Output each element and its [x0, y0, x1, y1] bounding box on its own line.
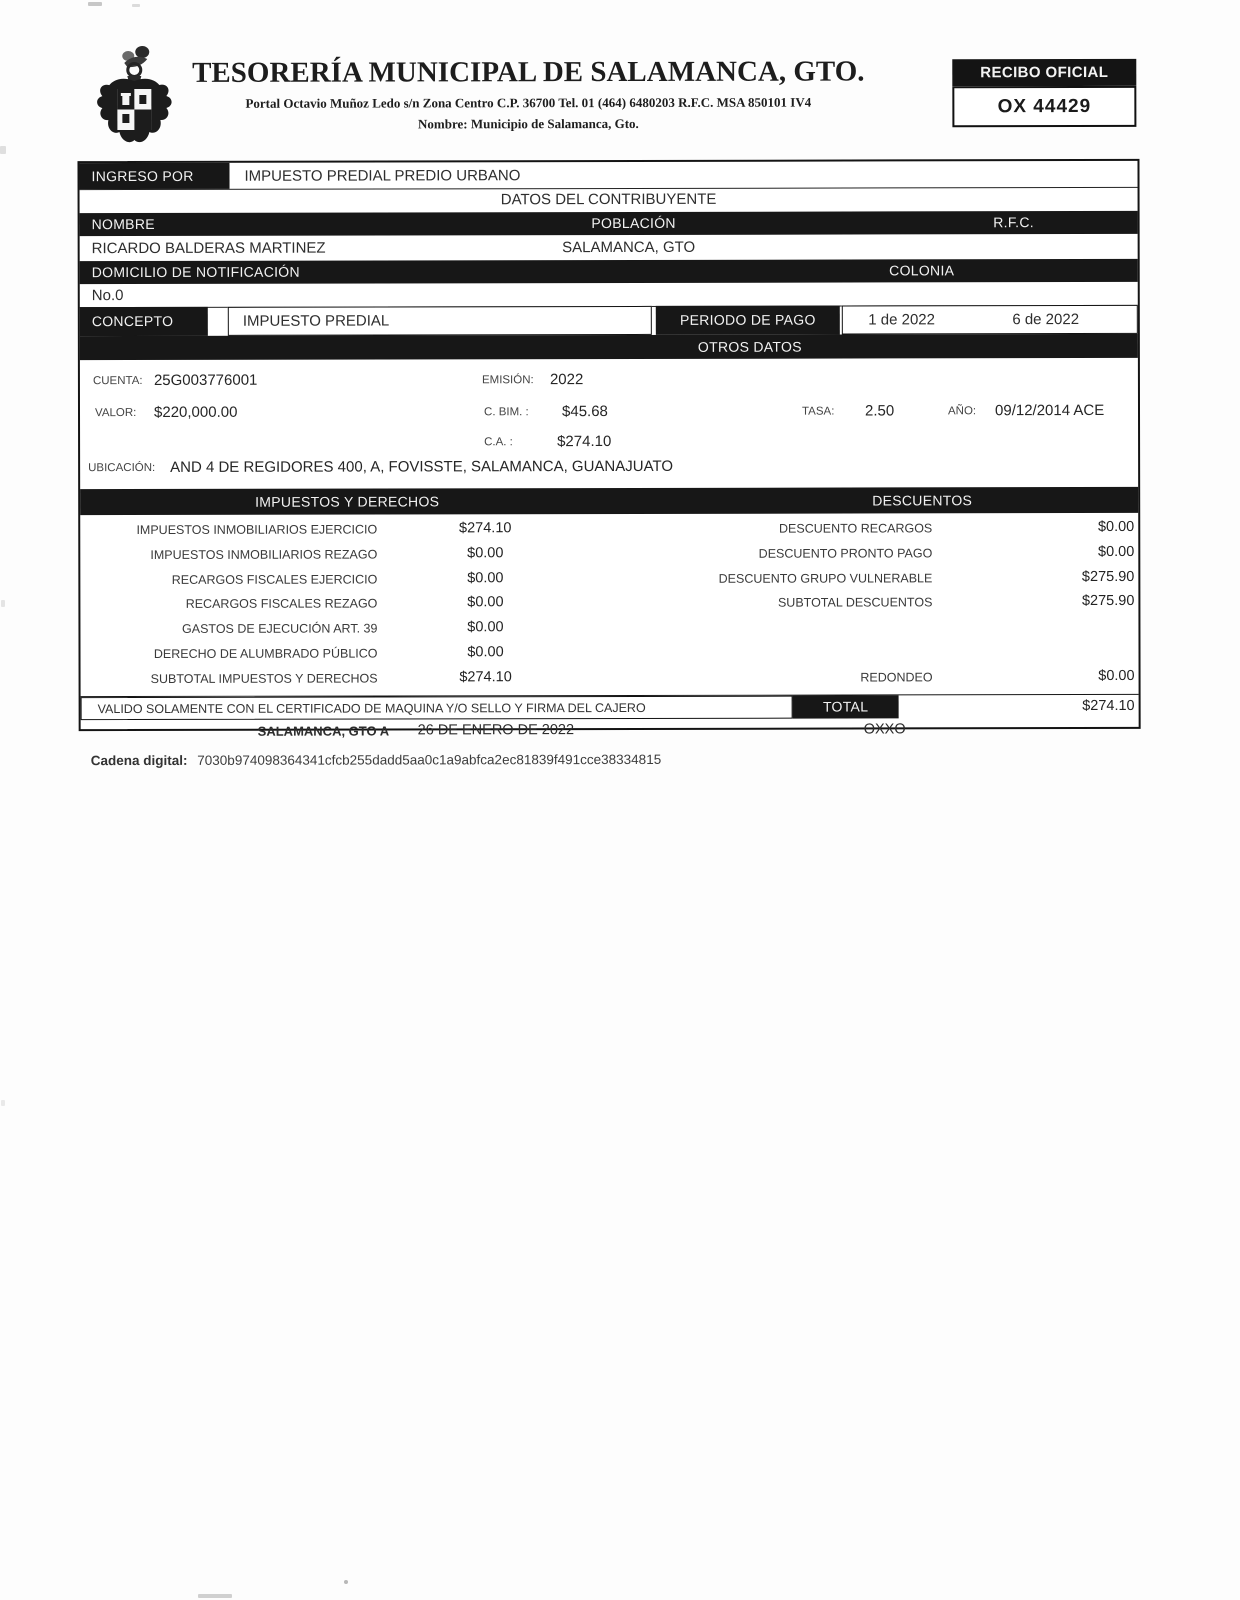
- descuentos-row-label: DESCUENTO PRONTO PAGO: [758, 546, 933, 561]
- row-domicilio-colonia: [80, 259, 1138, 284]
- total-value: $274.10: [1082, 697, 1135, 715]
- impuestos-header: IMPUESTOS Y DERECHOS: [255, 493, 440, 510]
- descuentos-row-value: $0.00: [1097, 518, 1135, 535]
- row-section-headers: [80, 487, 1138, 515]
- anio-label: AÑO:: [947, 405, 977, 418]
- redondeo-value: $0.00: [1098, 667, 1135, 684]
- concepto-label: CONCEPTO: [91, 312, 174, 330]
- descuentos-row-label: DESCUENTO RECARGOS: [778, 521, 933, 536]
- receipt-box-label: RECIBO OFICIAL: [952, 59, 1136, 86]
- ca-value: $274.10: [557, 433, 612, 451]
- ingreso-por-label-box: [79, 163, 229, 189]
- otros-datos-fields: [80, 358, 1138, 489]
- row-values-nombre-poblacion: [80, 234, 1138, 261]
- ingreso-por-value: IMPUESTO PREDIAL PREDIO URBANO: [244, 167, 521, 185]
- concepto-label-box: [80, 307, 208, 336]
- row-total: [81, 694, 1139, 721]
- descuentos-header: DESCUENTOS: [872, 492, 973, 509]
- redondeo-label: REDONDEO: [860, 670, 933, 685]
- row-ingreso-por: [79, 161, 1137, 190]
- header-name-line: Nombre: Municipio de Salamanca, Gto.: [417, 115, 639, 132]
- date-text: 26 DE ENERO DE 2022: [417, 722, 575, 739]
- cbim-label: C. BIM. :: [483, 406, 529, 419]
- poblacion-label: POBLACIÓN: [591, 214, 676, 232]
- anio-value: 09/12/2014 ACE: [994, 401, 1105, 420]
- scan-artifact: [0, 146, 6, 154]
- cadena-digital-value: 7030b974098364341cfcb255dadd5aa0c1a9abfca2ec81839f491cce38334815: [197, 751, 662, 768]
- domicilio-label: DOMICILIO DE NOTIFICACIÓN: [91, 263, 300, 281]
- emision-label: EMISIÓN:: [481, 374, 534, 387]
- row-place-date: [81, 719, 1139, 746]
- periodo-label: PERIODO DE PAGO: [679, 311, 816, 328]
- impuestos-subtotal-label: SUBTOTAL IMPUESTOS Y DERECHOS: [150, 671, 378, 686]
- scan-artifact: [344, 1580, 348, 1584]
- impuestos-row-label: GASTOS DE EJECUCIÓN ART. 39: [182, 621, 378, 636]
- receipt-form-table: [77, 159, 1140, 739]
- descuentos-subtotal-value: $275.90: [1081, 592, 1135, 610]
- impuestos-row-label: RECARGOS FISCALES REZAGO: [185, 596, 378, 611]
- valid-note-box: [81, 696, 793, 720]
- cuenta-value: 25G003776001: [153, 371, 258, 389]
- ingreso-por-label: INGRESO POR: [91, 167, 194, 185]
- concepto-value-box: [228, 306, 652, 336]
- emision-value: 2022: [549, 371, 584, 389]
- otros-datos-label: OTROS DATOS: [697, 338, 802, 355]
- cashier-text: OXXO: [863, 721, 906, 738]
- periodo-to: 6 de 2022: [1012, 311, 1080, 329]
- total-label: TOTAL: [822, 698, 869, 715]
- periodo-label-box: [656, 306, 840, 335]
- colonia-label: COLONIA: [889, 262, 955, 279]
- cuenta-label: CUENTA:: [92, 374, 143, 388]
- nombre-label: NOMBRE: [91, 215, 155, 233]
- tasa-label: TASA:: [801, 405, 835, 418]
- scan-artifact: [198, 1594, 232, 1598]
- scan-artifact: [88, 2, 102, 6]
- official-receipt-box: [952, 59, 1136, 127]
- impuestos-row-label: DERECHO DE ALUMBRADO PÚBLICO: [153, 646, 378, 661]
- impuestos-row-value: $0.00: [467, 619, 504, 636]
- impuestos-row-value: $274.10: [459, 520, 512, 537]
- row-domicilio-value: [80, 282, 1138, 308]
- page-title: TESORERÍA MUNICIPAL DE SALAMANCA, GTO.: [192, 55, 865, 89]
- row-section-contribuyente: [80, 187, 1138, 213]
- scan-artifact: [132, 4, 140, 7]
- ubicacion-value: AND 4 DE REGIDORES 400, A, FOVISSTE, SALAMANCA, GUANAJUATO: [170, 457, 674, 476]
- valor-value: $220,000.00: [153, 403, 238, 421]
- nombre-value: RICARDO BALDERAS MARTINEZ: [91, 239, 326, 258]
- cbim-value: $45.68: [561, 403, 608, 421]
- place-text: SALAMANCA, GTO A: [257, 723, 390, 739]
- section-contribuyente-title: DATOS DEL CONTRIBUYENTE: [500, 190, 717, 209]
- row-otros-datos: [80, 334, 1138, 360]
- rfc-label: R.F.C.: [993, 214, 1034, 231]
- descuentos-subtotal-label: SUBTOTAL DESCUENTOS: [777, 595, 933, 610]
- ca-label: C.A. :: [484, 436, 513, 449]
- periodo-from: 1 de 2022: [868, 311, 935, 329]
- impuestos-row-value: $0.00: [467, 644, 504, 661]
- valid-note-text: VALIDO SOLAMENTE CON EL CERTIFICADO DE MAQUINA Y/O SELLO Y FIRMA DEL CAJERO: [97, 700, 646, 717]
- scan-artifact: [1, 1100, 5, 1106]
- impuestos-row-label: RECARGOS FISCALES EJERCICIO: [171, 572, 378, 587]
- cadena-digital-line: [91, 752, 661, 768]
- descuentos-row-value: $275.90: [1081, 568, 1135, 586]
- impuestos-row-label: IMPUESTOS INMOBILIARIOS REZAGO: [150, 547, 378, 562]
- header-address: Portal Octavio Muñoz Ledo s/n Zona Centro C.P. 36700 Tel. 01 (464) 6480203 R.F.C. MSA 850101 IV4: [245, 94, 812, 111]
- cadena-digital-label: Cadena digital:: [90, 752, 188, 769]
- scan-artifact: [1, 600, 5, 607]
- ubicacion-label: UBICACIÓN:: [88, 461, 156, 475]
- domicilio-value: No.0: [91, 287, 124, 305]
- impuestos-row-value: $0.00: [467, 570, 504, 587]
- descuentos-row-value: $0.00: [1097, 543, 1135, 560]
- impuestos-row-value: $0.00: [467, 545, 504, 562]
- periodo-value-box: [842, 305, 1138, 335]
- impuestos-subtotal-value: $274.10: [459, 669, 512, 686]
- impuestos-row-label: IMPUESTOS INMOBILIARIOS EJERCICIO: [136, 522, 378, 538]
- valor-label: VALOR:: [94, 407, 137, 420]
- tasa-value: 2.50: [864, 402, 895, 420]
- descuentos-row-label: DESCUENTO GRUPO VULNERABLE: [718, 571, 933, 586]
- header-text-block: [167, 54, 889, 133]
- total-label-box: [793, 695, 899, 718]
- receipt-number: OX 44429: [952, 86, 1136, 127]
- impuestos-row-value: $0.00: [467, 594, 504, 611]
- row-concepto-periodo: [80, 305, 1138, 336]
- concepto-value: IMPUESTO PREDIAL: [242, 312, 390, 330]
- poblacion-value: SALAMANCA, GTO: [562, 238, 696, 257]
- row-headers-nombre-poblacion-rfc: [80, 211, 1138, 236]
